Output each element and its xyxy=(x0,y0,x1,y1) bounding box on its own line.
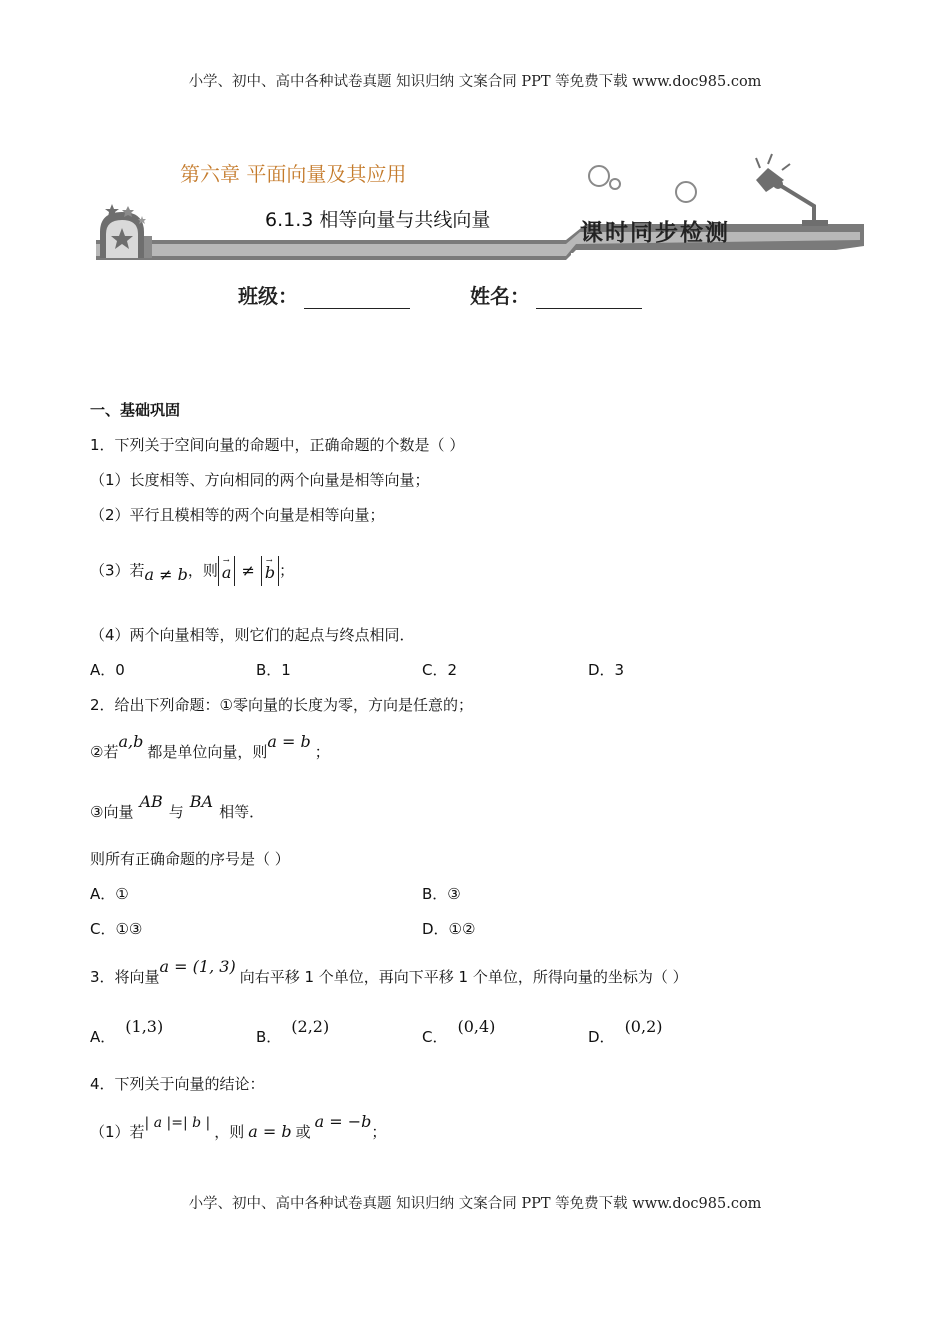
q3-prefix: 3．将向量 xyxy=(90,968,160,986)
q1-s3-condition: a ≠ b xyxy=(144,564,188,584)
lesson-title: 6.1.3 相等向量与共线向量 xyxy=(265,209,491,231)
q1-statement-3 xyxy=(90,556,294,586)
name-input-line[interactable] xyxy=(536,290,642,309)
q3-stem xyxy=(90,957,688,987)
q2-line-2 xyxy=(90,732,330,762)
q2-options-row1 xyxy=(90,884,890,906)
q3-option-d-label: D． xyxy=(588,1028,615,1046)
q1-s3-end: ； xyxy=(279,561,295,580)
q1-s3-mid: ，则 xyxy=(187,561,218,580)
q3-option-a-label: A． xyxy=(90,1028,116,1046)
q1-option-c[interactable]: C．2 xyxy=(422,661,458,679)
q1-s3-prefix: （3）若 xyxy=(90,561,145,580)
desk-lamp-icon xyxy=(756,154,828,226)
q2-option-c[interactable]: C．①③ xyxy=(90,920,143,938)
q2-l3-prefix: ③向量 xyxy=(90,803,134,821)
q4-abs-condition: | a |=| b | xyxy=(144,1115,211,1131)
q1-stem: 1．下列关于空间向量的命题中，正确命题的个数是（ ） xyxy=(90,436,465,454)
vec-a: → a xyxy=(222,556,232,590)
class-field xyxy=(238,280,410,309)
q3-option-d[interactable] xyxy=(588,1017,663,1047)
section-title: 一、基础巩固 xyxy=(90,401,181,419)
star-badge-icon xyxy=(100,204,152,258)
abs-b xyxy=(261,556,279,586)
q2-l2-prefix: ②若 xyxy=(90,743,119,761)
q1-statement-1: （1）长度相等、方向相同的两个向量是相等向量； xyxy=(90,471,430,489)
q1-statement-4: （4）两个向量相等，则它们的起点与终点相同． xyxy=(90,626,415,644)
q3-option-c-label: C． xyxy=(422,1028,448,1046)
chapter-title: 第六章 平面向量及其应用 xyxy=(180,162,407,186)
vector-AB: AB xyxy=(139,792,163,811)
q2-l3-end: 相等． xyxy=(219,803,265,821)
q2-ab: a,b xyxy=(118,732,144,751)
q2-a-eq-b: a = b xyxy=(267,732,311,751)
sync-check-badge: 课时同步检测 xyxy=(580,220,730,246)
q3-option-b-label: B． xyxy=(256,1028,282,1046)
bubble-icon xyxy=(676,182,696,202)
q3-vector: a = (1, 3) xyxy=(159,957,236,976)
q3-option-b[interactable] xyxy=(256,1017,330,1047)
q4-a-eq-b: a = b xyxy=(248,1122,292,1141)
q1-statement-2: （2）平行且模相等的两个向量是相等向量； xyxy=(90,506,385,524)
q1-option-a[interactable]: A．0 xyxy=(90,661,125,679)
name-field xyxy=(470,280,642,309)
q4-line-1 xyxy=(90,1112,387,1143)
q2-options-row2 xyxy=(90,919,890,941)
q3-option-a-value: (1,3) xyxy=(125,1017,164,1036)
q2-option-a[interactable]: A．① xyxy=(90,885,129,903)
q4-stem: 4．下列关于向量的结论： xyxy=(90,1075,265,1093)
q3-options xyxy=(90,1017,890,1049)
q3-option-b-value: (2,2) xyxy=(291,1017,330,1036)
q2-stem: 2．给出下列命题：①零向量的长度为零，方向是任意的； xyxy=(90,696,473,714)
q4-a-eq-neg-b: a = −b xyxy=(314,1112,372,1131)
bubble-icon xyxy=(589,166,609,186)
q3-option-c[interactable] xyxy=(422,1017,496,1047)
q1-option-b[interactable]: B．1 xyxy=(256,661,291,679)
q2-l2-mid: 都是单位向量，则 xyxy=(147,743,268,761)
q2-ask: 则所有正确命题的序号是（ ） xyxy=(90,850,290,868)
q3-suffix: 向右平移 1 个单位，再向下平移 1 个单位，所得向量的坐标为（ ） xyxy=(239,968,688,986)
q2-option-b[interactable]: B．③ xyxy=(422,885,461,903)
q3-option-c-value: (0,4) xyxy=(457,1017,496,1036)
q4-or: 或 xyxy=(295,1123,311,1141)
q2-l2-end: ； xyxy=(314,743,330,761)
q2-option-d[interactable]: D．①② xyxy=(422,920,476,938)
class-input-line[interactable] xyxy=(304,290,410,309)
page-header: 小学、初中、高中各种试卷真题 知识归纳 文案合同 PPT 等免费下载 www.doc985.com xyxy=(188,74,762,90)
q3-option-d-value: (0,2) xyxy=(624,1017,663,1036)
q1-options xyxy=(90,660,890,682)
page-footer: 小学、初中、高中各种试卷真题 知识归纳 文案合同 PPT 等免费下载 www.doc985.com xyxy=(188,1196,762,1212)
bubble-icon xyxy=(610,179,620,189)
q1-option-d[interactable]: D．3 xyxy=(588,661,625,679)
vec-b: → b xyxy=(265,556,275,590)
q2-line-3 xyxy=(90,792,265,822)
q4-l1-prefix: （1）若 xyxy=(90,1123,145,1141)
q3-option-a[interactable] xyxy=(90,1017,164,1047)
abs-a xyxy=(218,556,236,586)
q4-l1-end: ； xyxy=(371,1123,387,1141)
neq-symbol: ≠ xyxy=(241,560,255,580)
q2-l3-mid: 与 xyxy=(168,803,184,821)
class-label: 班级： xyxy=(238,284,298,308)
q4-l1-mid: ，则 xyxy=(214,1123,245,1141)
vector-BA: BA xyxy=(189,792,214,811)
name-label: 姓名： xyxy=(470,284,530,308)
